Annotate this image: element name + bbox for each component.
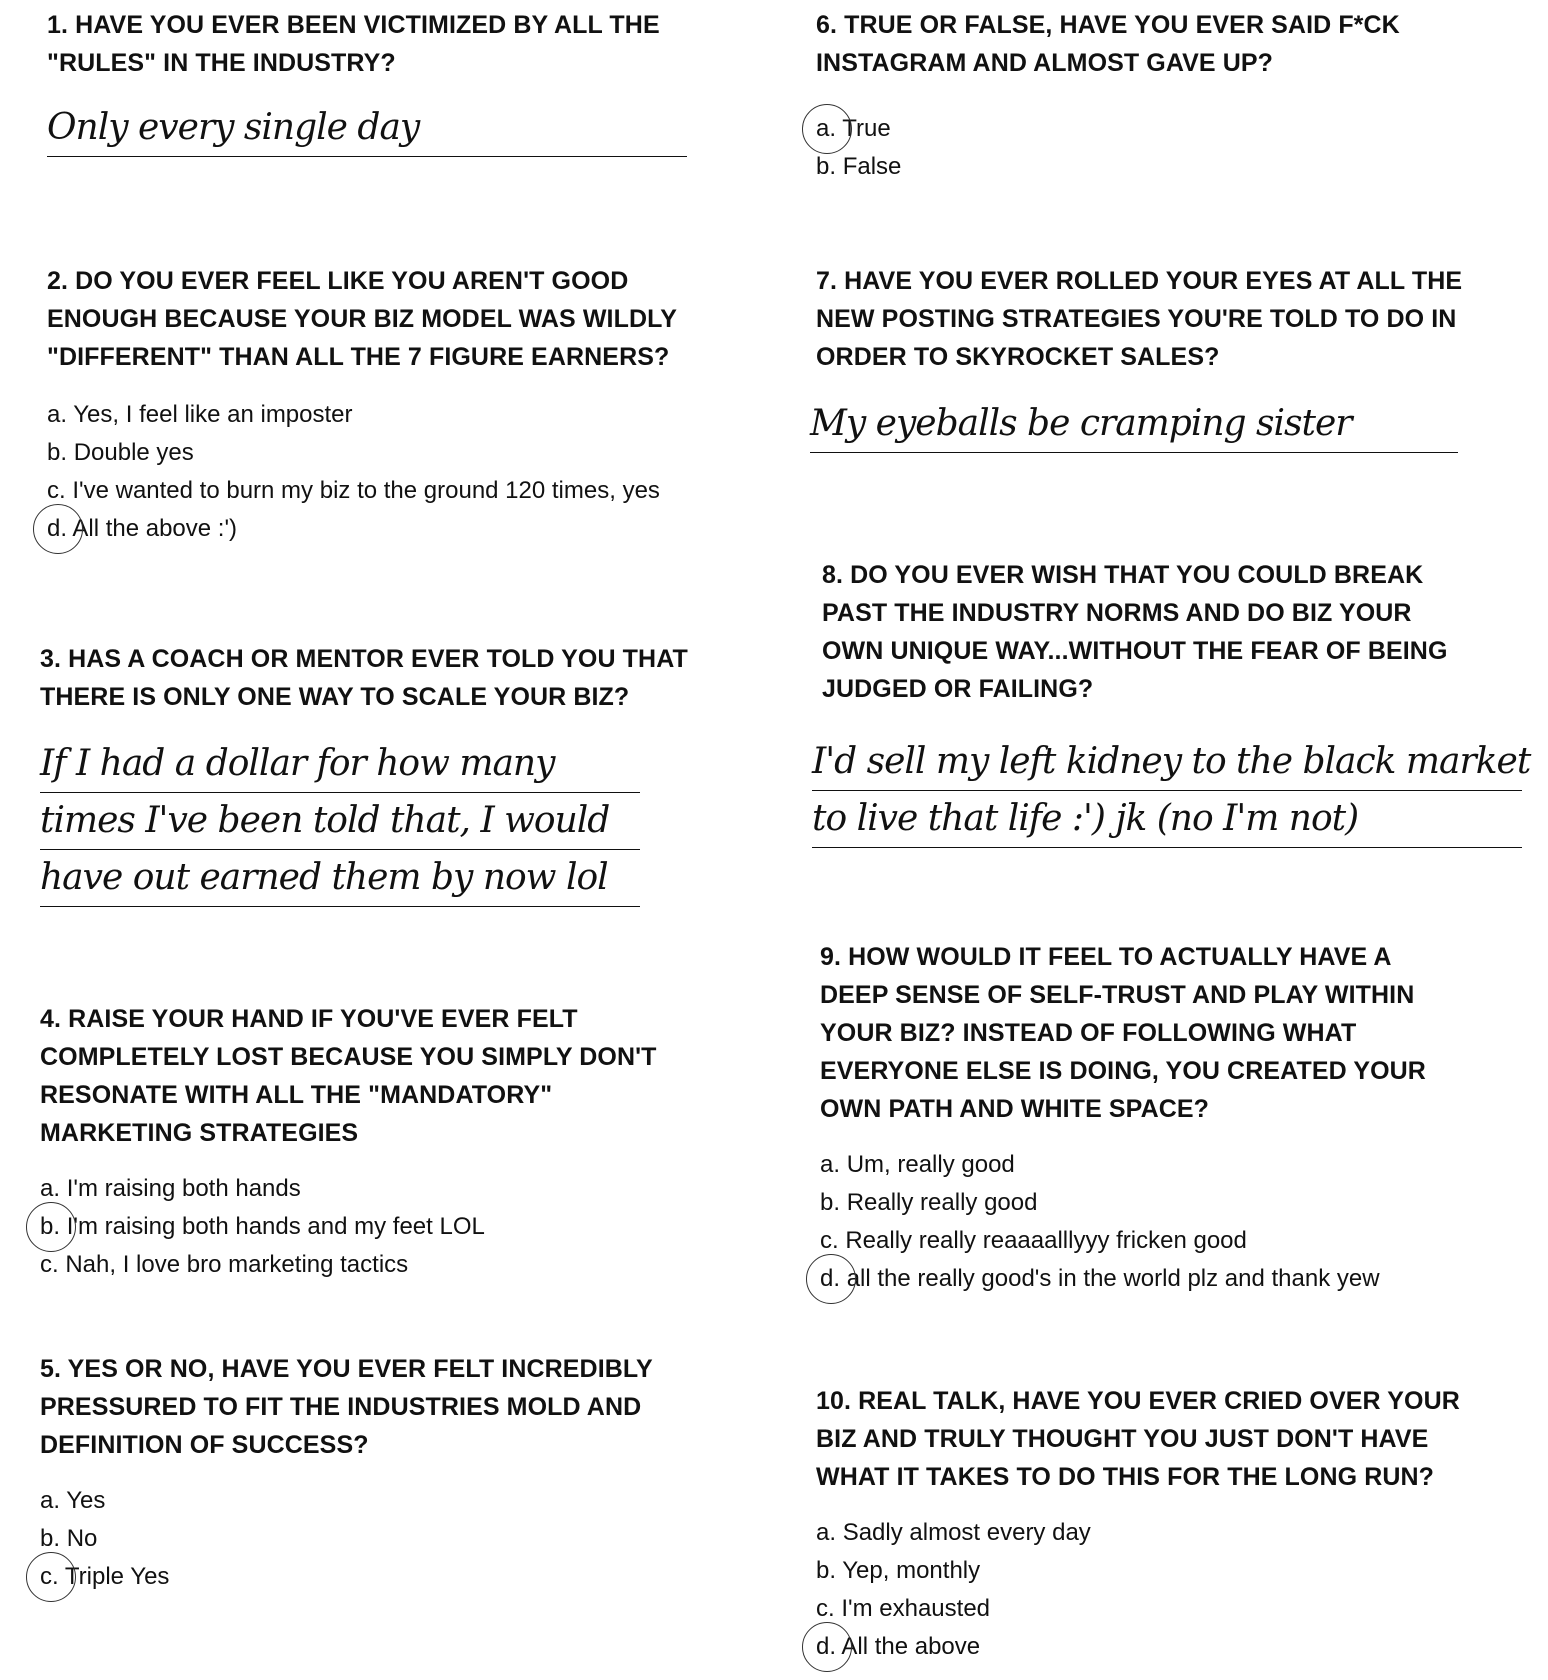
options-list [816, 1514, 1476, 1666]
options-list [816, 110, 1416, 186]
answer-area [47, 100, 687, 157]
option-b[interactable]: b. Yep, monthly [816, 1557, 981, 1584]
question-title: 1. HAVE YOU EVER BEEN VICTIMIZED BY ALL THE "RULES" IN THE INDUSTRY? [47, 11, 660, 77]
answer-line: My eyeballs be cramping sister [810, 396, 1458, 453]
question-title: 7. HAVE YOU EVER ROLLED YOUR EYES AT ALL THE NEW POSTING STRATEGIES YOU'RE TOLD TO DO IN ORDER TO SKYROCKET SALES? [816, 267, 1463, 371]
option-a[interactable]: a. Sadly almost every day [816, 1519, 1091, 1546]
option-d[interactable]: d. all the really good's in the world plz and thank yew [820, 1260, 1460, 1298]
selected-circle [26, 1202, 76, 1252]
answer-area [810, 396, 1458, 453]
question-title: 3. HAS A COACH OR MENTOR EVER TOLD YOU THAT THERE IS ONLY ONE WAY TO SCALE YOUR BIZ? [40, 645, 688, 711]
question-title: 10. REAL TALK, HAVE YOU EVER CRIED OVER YOUR BIZ AND TRULY THOUGHT YOU JUST DON'T HAVE WHAT IT TAKES TO DO THIS FOR THE LONG RUN? [816, 1387, 1460, 1491]
answer-line: to live that life :') jk (no I'm not) [812, 791, 1522, 848]
answer-area [812, 734, 1531, 848]
question-8 [812, 556, 1531, 848]
answer-line: I'd sell my left kidney to the black market [812, 734, 1522, 791]
answer-line: have out earned them by now lol [40, 850, 640, 907]
options-list [47, 396, 707, 548]
selected-circle [33, 504, 83, 554]
question-title: 9. HOW WOULD IT FEEL TO ACTUALLY HAVE A DEEP SENSE OF SELF-TRUST AND PLAY WITHIN YOUR BIZ? INSTEAD OF FOLLOWING WHAT EVERYONE ELSE IS DOING, YOU CREATED YOUR OWN PATH AND WHITE SPACE? [820, 943, 1426, 1123]
question-4 [40, 1000, 690, 1284]
option-b[interactable]: b. Double yes [47, 439, 194, 466]
question-5 [40, 1350, 690, 1596]
answer-line: Only every single day [47, 100, 687, 157]
option-b[interactable]: b. False [816, 153, 902, 180]
option-a[interactable]: a. Um, really good [820, 1151, 1015, 1178]
question-1 [47, 6, 687, 157]
question-title: 6. TRUE OR FALSE, HAVE YOU EVER SAID F*CK INSTAGRAM AND ALMOST GAVE UP? [816, 11, 1400, 77]
question-title: 8. DO YOU EVER WISH THAT YOU COULD BREAK PAST THE INDUSTRY NORMS AND DO BIZ YOUR OWN UNIQUE WAY...WITHOUT THE FEAR OF BEING JUDGED OR FAILING? [822, 561, 1448, 703]
question-6 [816, 6, 1416, 186]
question-title: 5. YES OR NO, HAVE YOU EVER FELT INCREDIBLY PRESSURED TO FIT THE INDUSTRIES MOLD AND DEFINITION OF SUCCESS? [40, 1355, 653, 1459]
option-a[interactable]: a. I'm raising both hands [40, 1175, 301, 1202]
option-a[interactable]: a. Yes [40, 1487, 106, 1514]
selected-circle [806, 1254, 856, 1304]
option-c[interactable]: c. Nah, I love bro marketing tactics [40, 1251, 409, 1278]
selected-circle [802, 104, 852, 154]
question-title: 4. RAISE YOUR HAND IF YOU'VE EVER FELT COMPLETELY LOST BECAUSE YOU SIMPLY DON'T RESONATE WITH ALL THE "MANDATORY" MARKETING STRATEGIES [40, 1005, 657, 1147]
option-d[interactable]: d. All the above :') [47, 510, 707, 548]
question-3 [40, 640, 690, 907]
selected-circle [26, 1552, 76, 1602]
question-10 [816, 1382, 1476, 1666]
option-b[interactable]: b. No [40, 1525, 98, 1552]
option-a[interactable]: a. Yes, I feel like an imposter [47, 401, 353, 428]
question-7 [810, 262, 1476, 453]
options-list [40, 1482, 690, 1596]
question-title: 2. DO YOU EVER FEEL LIKE YOU AREN'T GOOD ENOUGH BECAUSE YOUR BIZ MODEL WAS WILDLY "DIFFERENT" THAN ALL THE 7 FIGURE EARNERS? [47, 267, 677, 371]
option-b[interactable]: b. Really really good [820, 1189, 1038, 1216]
option-c[interactable]: c. I'm exhausted [816, 1595, 991, 1622]
option-c[interactable]: c. I've wanted to burn my biz to the ground 120 times, yes [47, 477, 660, 504]
options-list [40, 1170, 690, 1284]
option-c[interactable]: c. Really really reaaaalllyyy fricken good [820, 1227, 1247, 1254]
question-9 [820, 938, 1460, 1298]
option-b[interactable]: b. I'm raising both hands and my feet LOL [40, 1208, 690, 1246]
answer-area [40, 736, 640, 907]
selected-circle [802, 1622, 852, 1672]
answer-line: times I've been told that, I would [40, 793, 640, 850]
option-a[interactable]: a. True [816, 110, 1416, 148]
options-list [820, 1146, 1460, 1298]
question-2 [47, 262, 707, 548]
option-c[interactable]: c. Triple Yes [40, 1558, 690, 1596]
option-d[interactable]: d. All the above [816, 1628, 1476, 1666]
answer-line: If I had a dollar for how many [40, 736, 640, 793]
